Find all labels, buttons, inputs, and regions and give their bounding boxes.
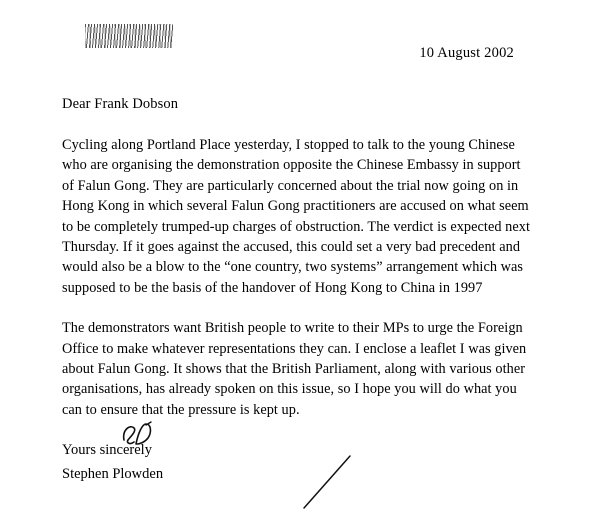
handwritten-signature-icon [120, 420, 166, 450]
stray-pen-stroke-artifact [298, 454, 358, 510]
letter-date: 10 August 2002 [419, 45, 514, 61]
letter-paragraph-1: Cycling along Portland Place yesterday, I stopped to talk to the young Chinese who are organising the demonstration opposite the Chinese Embassy in support of Falun Gong. They are particularly concerned about the trial now going on in Hong Kong in which several Falun Gong practitioners are accused on what seem to be completely trumped-up charges of obstruction. The verdict is expected next Thursday. If it goes against the accused, this could set a very bad precedent and would also be a blow to the “one country, two systems” arrangement which was supposed to be the basis of the handover of Hong Kong to China in 1997 [62, 137, 530, 296]
letter-salutation: Dear Frank Dobson [62, 96, 179, 112]
letterhead-smudge-artifact [85, 24, 173, 48]
sender-name: Stephen Plowden [62, 466, 164, 482]
letter-paragraph-2: The demonstrators want British people to write to their MPs to urge the Foreign Office to make whatever representations they can. I enclose a leaflet I was given about Falun Gong. It shows that the British Parliament, along with various other organisations, has already spoken on this issue, so I hope you will do what you can to ensure that the pressure is kept up. [62, 320, 527, 418]
letter-body [62, 96, 532, 459]
signature-block [62, 420, 532, 494]
letter-closing: Yours sincerely [62, 442, 152, 459]
